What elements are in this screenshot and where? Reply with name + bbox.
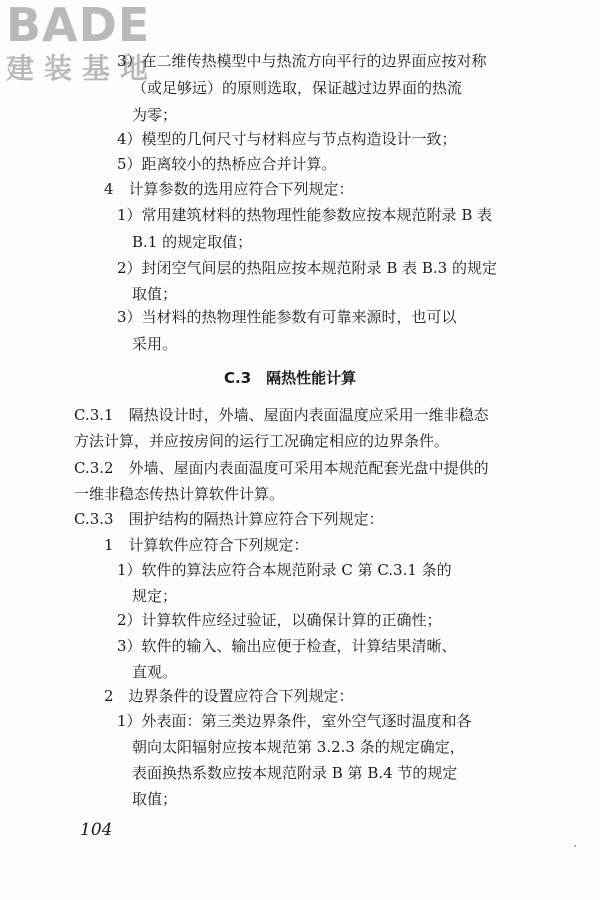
logo-subtitle: 建装基地 — [6, 52, 159, 85]
text-line: 2）计算软件应经过验证，以确保计算的正确性； — [117, 611, 442, 629]
text-line: 4 计算参数的选用应符合下列规定： — [104, 180, 354, 198]
text-line: 采用。 — [132, 335, 178, 353]
text-line: 方法计算，并应按房间的运行工况确定相应的边界条件。 — [74, 432, 450, 450]
text-line: 2 边界条件的设置应符合下列规定： — [104, 687, 354, 705]
text-line: 4）模型的几何尺寸与材料应与节点构造设计一致； — [117, 130, 457, 148]
text-line: 1 计算软件应符合下列规定： — [104, 536, 309, 554]
text-line: 3）当材料的热物理性能参数有可靠来源时，也可以 — [117, 308, 457, 326]
text-line: B.1 的规定取值； — [132, 233, 253, 251]
text-line: 3）在二维传热模型中与热流方向平行的边界面应按对称 — [117, 52, 487, 70]
text-line: 为零； — [132, 106, 178, 124]
text-line: 1）软件的算法应符合本规范附录 C 第 C.3.1 条的 — [117, 561, 452, 579]
text-line: 表面换热系数应按本规范附录 B 第 B.4 节的规定 — [132, 764, 458, 782]
scan-speck — [574, 845, 576, 847]
text-line: 2）封闭空气间层的热阻应按本规范附录 B 表 B.3 的规定 — [117, 259, 497, 277]
section-heading: C.3 隔热性能计算 — [224, 369, 357, 387]
text-line: （或足够远）的原则选取，保证越过边界面的热流 — [132, 79, 463, 97]
text-line: 取值； — [132, 285, 178, 303]
text-line: 直观。 — [132, 663, 178, 681]
text-line: 1）常用建筑材料的热物理性能参数应按本规范附录 B 表 — [117, 206, 493, 224]
text-line: C.3.3 围护结构的隔热计算应符合下列规定： — [74, 510, 384, 528]
logo-wordmark: BADE — [6, 0, 151, 52]
text-line: 3）软件的输入、输出应便于检查，计算结果清晰、 — [117, 637, 457, 655]
text-line: C.3.2 外墙、屋面内表面温度可采用本规范配套光盘中提供的 — [74, 459, 489, 477]
text-line: 取值； — [132, 790, 178, 808]
text-line: 1）外表面：第三类边界条件，室外空气逐时温度和各 — [117, 712, 472, 730]
text-line: C.3.1 隔热设计时，外墙、屋面内表面温度应采用一维非稳态 — [74, 406, 489, 424]
text-line: 一维非稳态传热计算软件计算。 — [74, 485, 285, 503]
text-line: 朝向太阳辐射应按本规范第 3.2.3 条的规定确定， — [132, 738, 465, 756]
text-line: 5）距离较小的热桥应合并计算。 — [117, 155, 337, 173]
page-number: 104 — [80, 820, 113, 840]
text-line: 规定； — [132, 587, 178, 605]
